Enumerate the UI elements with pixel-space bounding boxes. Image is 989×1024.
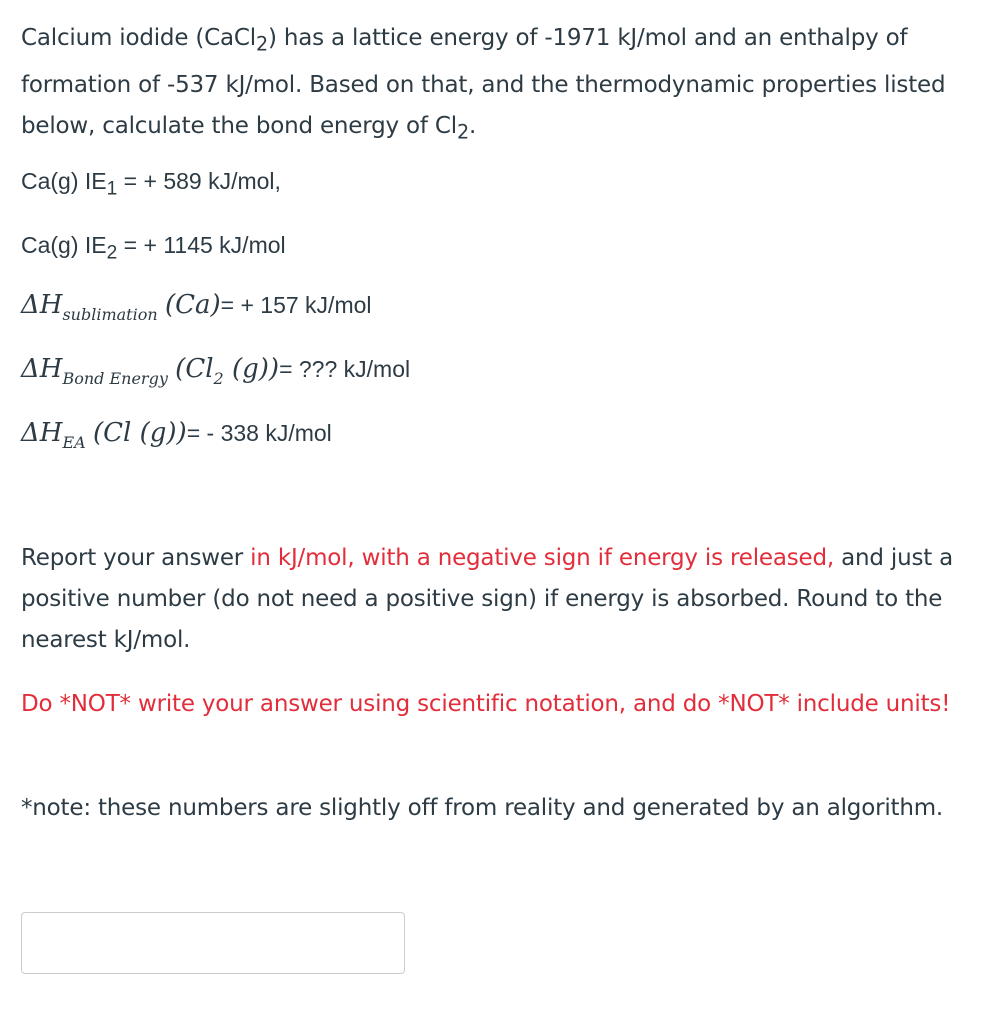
question-intro — [21, 18, 971, 152]
ie2-label: Ca(g) IE — [21, 232, 107, 258]
ionization-energy-2 — [21, 232, 286, 265]
intro-subscript-1: 2 — [255, 32, 268, 56]
warning-text: Do *NOT* write your answer using scientific notation, and do *NOT* include units! — [21, 691, 951, 717]
sublimation-species: (Ca) — [164, 290, 221, 320]
note-text: *note: these numbers are slightly off from reality and generated by an algorithm. — [21, 795, 944, 821]
ie2-subscript: 2 — [106, 242, 118, 264]
bond-species-rest: (g)) — [223, 354, 280, 384]
report-text-2: and just a positive number (do not need a positive sign) if energy is absorbed. Round to the nearest kJ/mol. — [21, 545, 954, 653]
sublimation-value: = + 157 kJ/mol — [220, 292, 372, 318]
bond-species-open: (Cl — [175, 354, 214, 384]
electron-affinity — [21, 418, 332, 452]
sublimation-symbol: ΔH — [21, 290, 63, 320]
ea-species: (Cl (g)) — [93, 418, 187, 448]
ea-value: = - 338 kJ/mol — [186, 420, 332, 446]
ionization-energy-1 — [21, 168, 281, 201]
ie1-subscript: 1 — [106, 178, 118, 200]
bond-energy — [21, 354, 410, 388]
ie2-value: = + 1145 kJ/mol — [117, 232, 286, 258]
ie1-label: Ca(g) IE — [21, 168, 107, 194]
bond-subscript: Bond Energy — [62, 369, 168, 388]
sublimation-enthalpy — [21, 290, 372, 324]
report-highlight: in kJ/mol, with a negative sign if energy is released, — [250, 545, 834, 571]
ea-symbol: ΔH — [21, 418, 63, 448]
intro-text-1: Calcium iodide (CaCl — [21, 25, 256, 51]
sublimation-subscript: sublimation — [62, 305, 158, 324]
answer-input[interactable] — [21, 912, 405, 974]
intro-subscript-2: 2 — [456, 120, 469, 144]
bond-symbol: ΔH — [21, 354, 63, 384]
report-instructions — [21, 538, 971, 661]
ea-subscript: EA — [62, 433, 86, 452]
intro-text-3: . — [468, 112, 477, 139]
bond-species-subscript: 2 — [213, 369, 224, 388]
intro-text-2: ) has a lattice energy of -1971 kJ/mol and an enthalpy of formation of -537 kJ/mol. Based on that, and the thermodynamic properties listed below, calculate the bond energy of Cl — [21, 25, 946, 139]
bond-value: = ??? kJ/mol — [279, 356, 411, 382]
ie1-value: = + 589 kJ/mol, — [117, 168, 281, 194]
report-text-1: Report your answer — [21, 545, 251, 571]
